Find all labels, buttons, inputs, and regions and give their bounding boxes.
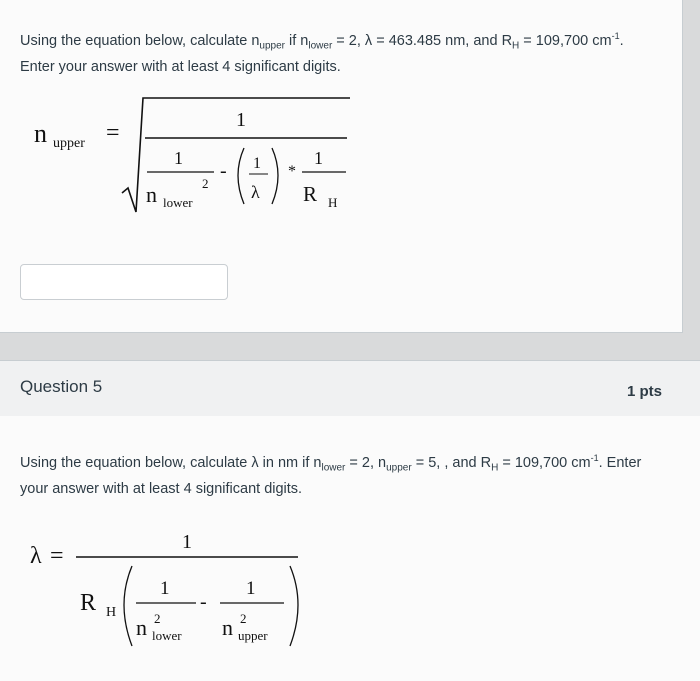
prompt-sub: upper (386, 462, 412, 474)
prompt-sup: -1 (590, 453, 599, 463)
prompt-text: = 5, , and R (411, 454, 492, 471)
numerator-one: 1 (182, 531, 192, 553)
formula-equals: = (50, 543, 64, 569)
prompt-text: Using the equation below, calculate n (20, 32, 260, 49)
upper-exp: 2 (240, 611, 247, 626)
inner-n: n (146, 182, 157, 207)
minus-sign: - (220, 160, 227, 182)
formula-lhs-sub: upper (53, 136, 85, 151)
prompt-text-line2: your answer with at least 4 significant digits. (20, 480, 303, 497)
question-4-prompt (20, 26, 624, 78)
left-paren (124, 566, 132, 646)
multiply-star: * (288, 163, 296, 180)
numerator-one: 1 (236, 109, 246, 131)
r-one: 1 (314, 148, 323, 168)
prompt-sup: -1 (611, 31, 620, 41)
question-title: Question 5 (20, 377, 103, 396)
prompt-text-line2: Enter your answer with at least 4 significant digits. (20, 58, 341, 75)
prompt-sub: H (491, 462, 499, 474)
prompt-text: = 2, λ = 463.485 nm, and R (332, 32, 513, 49)
right-paren (290, 566, 298, 646)
inner-one: 1 (174, 148, 183, 168)
upper-n: n (222, 615, 233, 640)
prompt-sub: lower (308, 40, 333, 52)
prompt-text: = 109,700 cm (498, 454, 591, 471)
question-points: 1 pts (626, 383, 662, 400)
upper-sub: upper (238, 628, 268, 643)
prompt-text: = 2, n (345, 454, 387, 471)
minus-sign: - (200, 591, 207, 613)
r-sub: H (328, 195, 338, 210)
prompt-text: = 109,700 cm (519, 32, 612, 49)
question-5-prompt (20, 448, 641, 500)
formula-lhs-n: n (34, 119, 47, 148)
prompt-text: Using the equation below, calculate λ in nm if n (20, 454, 322, 471)
question-4-panel (0, 0, 683, 333)
question-4-formula (0, 90, 380, 225)
lower-one: 1 (160, 578, 170, 599)
r-sub: H (106, 605, 117, 620)
upper-one: 1 (246, 578, 256, 599)
prompt-sub: H (512, 40, 520, 52)
r-symbol: R (303, 182, 318, 206)
r-symbol: R (80, 590, 97, 616)
prompt-text: . Enter (598, 454, 642, 471)
prompt-sub: upper (259, 40, 285, 52)
formula-equals: = (106, 120, 120, 146)
question-5-body (0, 416, 700, 681)
question-5-formula (0, 516, 320, 656)
lower-exp: 2 (154, 611, 161, 626)
prompt-sub: lower (321, 462, 346, 474)
question-5-header (0, 360, 700, 418)
left-paren (238, 148, 244, 204)
inner-n-sub: lower (163, 195, 193, 210)
prompt-text: if n (285, 32, 309, 49)
prompt-text: . (619, 32, 624, 49)
right-paren (272, 148, 278, 204)
answer-input[interactable] (20, 264, 228, 300)
lower-n: n (136, 615, 147, 640)
lower-sub: lower (152, 628, 182, 643)
paren-one: 1 (253, 155, 261, 172)
inner-exp: 2 (202, 176, 209, 191)
lambda: λ (251, 182, 260, 202)
lambda-lhs: λ (30, 543, 42, 569)
